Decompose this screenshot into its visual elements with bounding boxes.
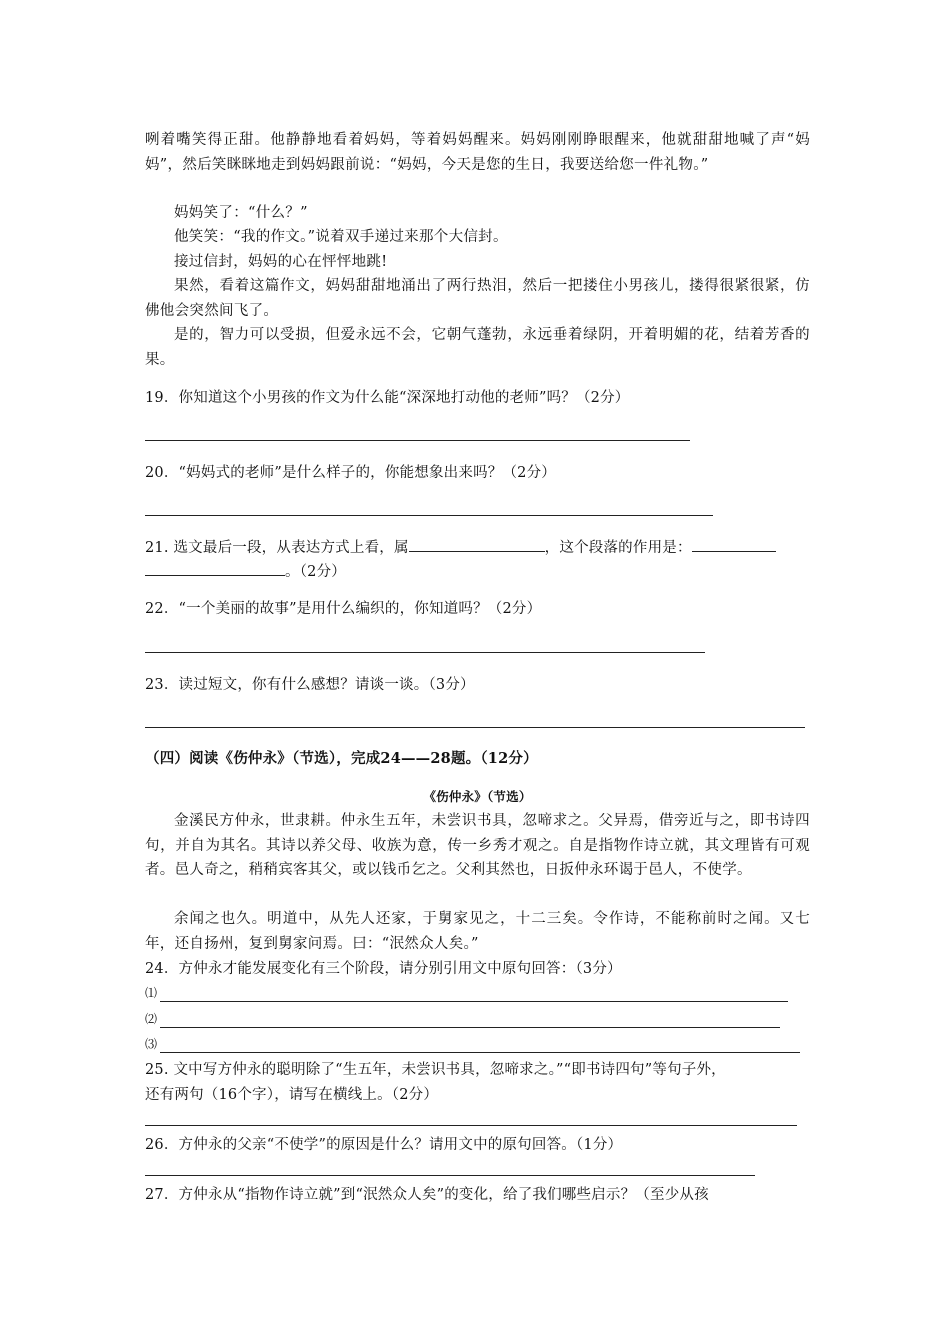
question-20: 20．“妈妈式的老师”是什么样子的，你能想象出来吗？（2分）: [145, 465, 556, 481]
question-21-text-b: ，这个段落的作用是：: [544, 540, 692, 556]
question-21-cont: [145, 560, 815, 584]
answer-label-24-1: ⑴: [145, 986, 158, 1000]
story-paragraph-3: 他笑笑：“我的作文。”说着双手递过来那个大信封。: [174, 229, 508, 245]
answer-line-26[interactable]: [145, 1175, 755, 1176]
answer-line-23[interactable]: [145, 727, 805, 728]
question-23: 23．读过短文，你有什么感想？请谈一谈。（3分）: [145, 677, 475, 693]
question-19: 19．你知道这个小男孩的作文为什么能“深深地打动他的老师”吗？（2分）: [145, 390, 630, 406]
story-paragraph-4: 接过信封，妈妈的心在怦怦地跳!: [174, 254, 388, 270]
question-25-line-2: 还有两句（16个字），请写在横线上。（2分）: [145, 1087, 439, 1103]
question-26: 26．方仲永的父亲“不使学”的原因是什么？请用文中的原句回答。（1分）: [145, 1137, 623, 1153]
answer-line-24-3[interactable]: [160, 1052, 800, 1053]
passage-paragraph-1: 金溪民方仲永，世隶耕。仲永生五年，未尝识书具，忽啼求之。父异焉，借旁近与之，即书诗四句，并自为其名。其诗以养父母、收族为意，传一乡秀才观之。自是指物作诗立就，其文理皆有可观者。邑人奇之，稍稍宾客其父，或以钱币乞之。父利其然也，日扳仲永环谒于邑人，不使学。: [145, 813, 810, 878]
story-paragraph-2: 妈妈笑了：“什么？”: [174, 205, 308, 221]
answer-line-24-2[interactable]: [160, 1027, 780, 1028]
question-21-text-a: 21. 选文最后一段，从表达方式上看，属: [145, 540, 409, 556]
question-21: [145, 536, 815, 560]
story-paragraph-1: 咧着嘴笑得正甜。他静静地看着妈妈，等着妈妈醒来。妈妈刚刚睁眼醒来，他就甜甜地喊了声“妈妈”，然后笑眯眯地走到妈妈跟前说：“妈妈，今天是您的生日，我要送给您一件礼物。”: [145, 132, 810, 173]
question-25-line-1: 25. 文中写方仲永的聪明除了“生五年，未尝识书具，忽啼求之。”“即书诗四句”等句子外，: [145, 1062, 726, 1078]
answer-line-24-1[interactable]: [160, 1001, 788, 1002]
answer-line-25[interactable]: [145, 1125, 797, 1126]
passage-title: 《伤仲永》（节选）: [423, 789, 532, 804]
question-22: 22．“一个美丽的故事”是用什么编织的，你知道吗？（2分）: [145, 601, 542, 617]
answer-label-24-2: ⑵: [145, 1012, 158, 1026]
story-paragraph-5: 果然，看着这篇作文，妈妈甜甜地涌出了两行热泪，然后一把搂住小男孩儿，搂得很紧很紧，仿佛他会突然间飞了。: [145, 278, 810, 319]
answer-line-20[interactable]: [145, 515, 713, 516]
answer-blank-21c[interactable]: [145, 561, 285, 576]
question-24: 24．方仲永才能发展变化有三个阶段，请分别引用文中原句回答：（3分）: [145, 961, 622, 977]
section-4-heading: （四）阅读《伤仲永》（节选），完成24——28题。（12分）: [145, 750, 538, 767]
answer-label-24-3: ⑶: [145, 1037, 158, 1051]
answer-blank-21b[interactable]: [692, 537, 776, 552]
question-27: 27．方仲永从“指物作诗立就”到“泯然众人矣”的变化，给了我们哪些启示？（至少从孩: [145, 1187, 709, 1203]
passage-paragraph-2: 余闻之也久。明道中，从先人还家，于舅家见之，十二三矣。令作诗，不能称前时之闻。又七年，还自扬州，复到舅家问焉。曰：“泯然众人矣。”: [145, 911, 810, 952]
answer-blank-21a[interactable]: [409, 537, 545, 552]
answer-line-19[interactable]: [145, 440, 690, 441]
question-21-text-c: 。（2分）: [285, 564, 346, 580]
answer-line-22[interactable]: [145, 652, 705, 653]
story-paragraph-6: 是的，智力可以受损，但爱永远不会，它朝气蓬勃，永远垂着绿阴，开着明媚的花，结着芳香的果。: [145, 327, 810, 368]
